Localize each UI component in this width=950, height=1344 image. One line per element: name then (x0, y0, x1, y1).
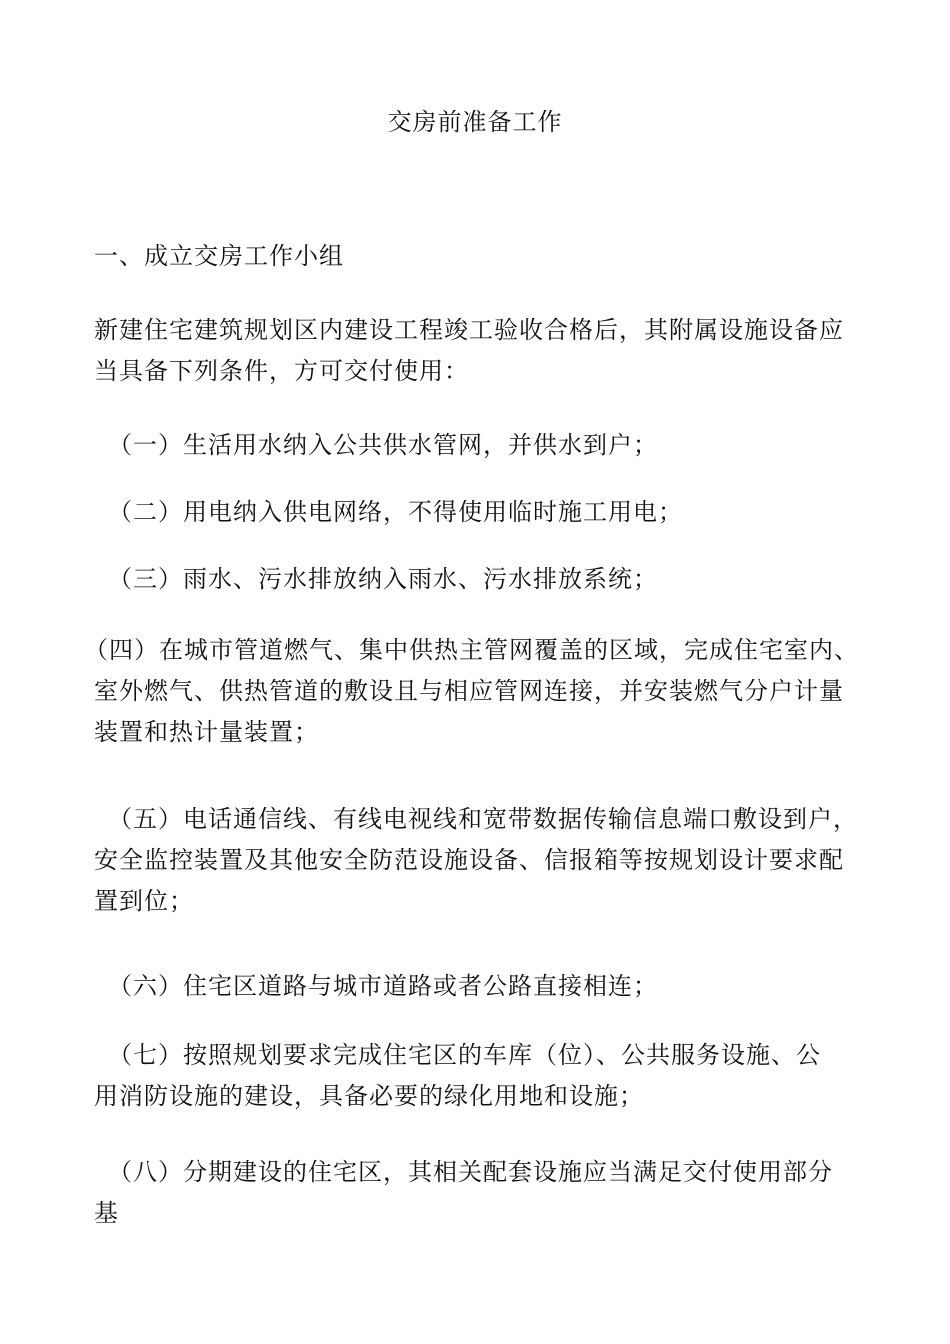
paragraph-line: 置到位； (94, 887, 194, 915)
paragraph-line: 新建住宅建筑规划区内建设工程竣工验收合格后，其附属设施设备应 (94, 316, 844, 344)
list-item-3 (94, 559, 874, 600)
list-item-8 (94, 1152, 874, 1234)
paragraph-line: （二）用电纳入供电网络，不得使用临时施工用电； (108, 498, 683, 526)
paragraph-line: 基 (94, 1199, 119, 1227)
paragraph-line: 用消防设施的建设，具备必要的绿化用地和设施； (94, 1082, 644, 1110)
list-item-4 (84, 630, 874, 753)
document-title: 交房前准备工作 (387, 108, 563, 136)
list-item-1 (94, 425, 874, 466)
paragraph-line: （五）电话通信线、有线电视线和宽带数据传输信息端口敷设到户， (108, 805, 858, 833)
paragraph-line: 装置和热计量装置； (94, 718, 319, 746)
paragraph-line: （七）按照规划要求完成住宅区的车库（位）、公共服务设施、公 (108, 1041, 821, 1069)
list-item-2 (94, 492, 874, 533)
list-item-6 (94, 966, 874, 1007)
section-heading: 一、成立交房工作小组 (94, 242, 344, 270)
paragraph-line: （八）分期建设的住宅区，其相关配套设施应当满足交付使用部分 (108, 1158, 833, 1186)
paragraph-line: （一）生活用水纳入公共供水管网，并供水到户； (108, 431, 658, 459)
list-item-5 (94, 799, 874, 922)
paragraph-line: （四）在城市管道燃气、集中供热主管网覆盖的区域，完成住宅室内、 (84, 636, 859, 664)
list-item-7 (94, 1035, 874, 1117)
intro-paragraph (94, 310, 874, 392)
paragraph-line: 室外燃气、供热管道的敷设且与相应管网连接，并安装燃气分户计量 (94, 677, 844, 705)
paragraph-line: （六）住宅区道路与城市道路或者公路直接相连； (108, 972, 658, 1000)
paragraph-line: （三）雨水、污水排放纳入雨水、污水排放系统； (108, 565, 658, 593)
paragraph-line: 当具备下列条件，方可交付使用： (94, 357, 469, 385)
paragraph-line: 安全监控装置及其他安全防范设施设备、信报箱等按规划设计要求配 (94, 846, 844, 874)
